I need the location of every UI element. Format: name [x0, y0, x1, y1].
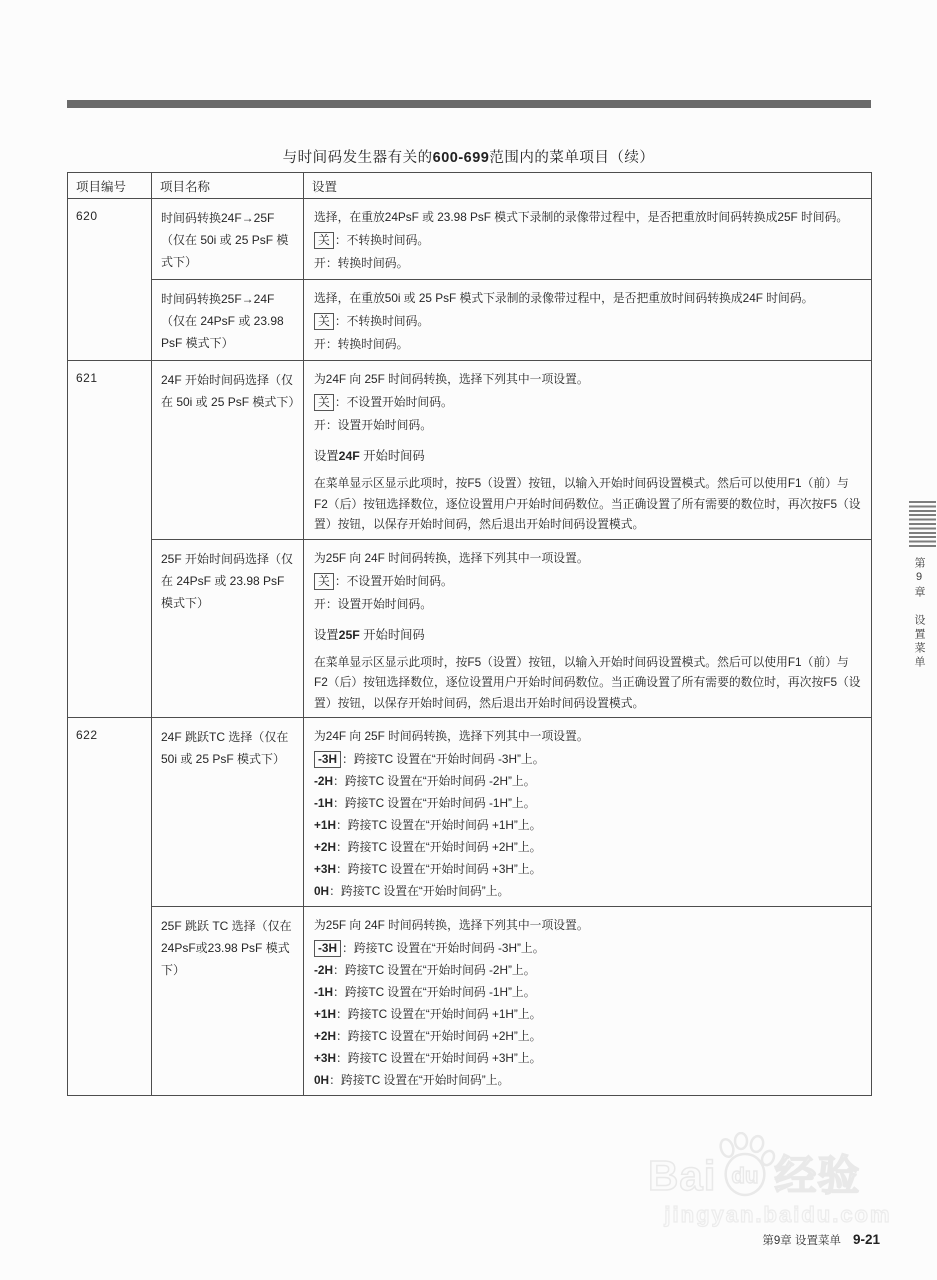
page-footer	[762, 1231, 880, 1249]
item-number-cell: 621	[68, 361, 152, 718]
item-number-cell: 620	[68, 199, 152, 361]
section-divider-bar	[67, 100, 871, 108]
settings-intro: 选择，在重放24PsF 或 23.98 PsF 模式下录制的录像带过程中，是否把重放时间码转换成25F 时间码。	[314, 210, 849, 224]
settings-intro: 为25F 向 24F 时间码转换，选择下列其中一项设置。	[314, 550, 589, 565]
option-text: ：跨接TC 设置在“开始时间码 -3H”上。	[342, 941, 545, 955]
title-suffix: 范围内的菜单项目（续）	[489, 150, 655, 166]
item-settings-cell	[304, 361, 872, 540]
paw-icon	[714, 1132, 776, 1203]
title-prefix: 与时间码发生器有关的	[282, 150, 433, 166]
item-settings-cell	[304, 280, 872, 361]
option-label: +2H	[314, 1029, 336, 1043]
option-default-box: -3H	[314, 751, 341, 768]
option-label: 开	[314, 418, 326, 432]
subheading-pre: 设置	[314, 449, 339, 463]
settings-subheading	[314, 625, 862, 645]
option-text: ：不设置开始时间码。	[334, 395, 453, 409]
option-text: ：转换时间码。	[325, 256, 409, 270]
option-text: ：转换时间码。	[325, 337, 409, 351]
column-header-item-name: 项目名称	[152, 173, 304, 199]
option-line	[314, 570, 862, 593]
option-label: 开	[314, 596, 326, 611]
option-text: ：不设置开始时间码。	[334, 573, 453, 588]
option-text: ：设置开始时间码。	[325, 596, 432, 611]
option-text: ：跨接TC 设置在“开始时间码 -1H”上。	[333, 796, 536, 810]
option-line	[314, 880, 862, 902]
column-header-item-number: 项目编号	[68, 173, 152, 199]
header-row	[68, 173, 872, 199]
subheading-post: 开始时间码	[359, 627, 425, 642]
option-text: ：不转换时间码。	[334, 314, 430, 328]
table-row	[68, 361, 872, 540]
option-line	[314, 959, 862, 981]
option-default-box: -3H	[314, 940, 341, 957]
option-line	[314, 414, 862, 437]
option-label: +3H	[314, 1051, 336, 1065]
option-label: 开	[314, 337, 326, 351]
option-text: ：跨接TC 设置在“开始时间码 +1H”上。	[335, 818, 542, 832]
settings-paragraph: 在菜单显示区显示此项时，按F5（设置）按钮，以输入开始时间码设置模式。然后可以使用F1（前）与F2（后）按钮选择数位，逐位设置用户开始时间码数位。当正确设置了所有需要的数位时，再次按F5（设置）按钮，以保存开始时间码，然后退出开始时间码设置模式。	[314, 654, 861, 710]
option-label: -1H	[314, 985, 334, 999]
baidu-logo-suffix: 经验	[774, 1152, 861, 1199]
chapter-tab-label: 第9章 设置菜单	[913, 557, 925, 670]
option-text: ：设置开始时间码。	[325, 418, 432, 432]
option-line	[314, 748, 862, 770]
option-label: +3H	[314, 862, 336, 876]
table-row	[68, 539, 872, 718]
table-row	[68, 280, 872, 361]
paw-du-text: du	[731, 1162, 759, 1188]
option-line	[314, 593, 862, 616]
item-number-cell: 622	[68, 718, 152, 1096]
item-name-cell: 时间码转换25F→24F（仅在 24PsF 或 23.98 PsF 模式下）	[152, 280, 304, 361]
option-text: ：跨接TC 设置在“开始时间码 -2H”上。	[333, 963, 536, 977]
option-text: ：跨接TC 设置在“开始时间码”上。	[329, 884, 510, 898]
option-text: ：跨接TC 设置在“开始时间码 -1H”上。	[333, 985, 536, 999]
option-text: ：不转换时间码。	[334, 233, 430, 247]
table-title	[0, 146, 937, 167]
table-row	[68, 199, 872, 280]
option-default-box: 关	[314, 232, 334, 249]
settings-intro: 为24F 向 25F 时间码转换，选择下列其中一项设置。	[314, 372, 589, 386]
option-label: 开	[314, 256, 326, 270]
option-line	[314, 310, 862, 333]
option-label: -2H	[314, 774, 334, 788]
menu-items-table	[67, 172, 872, 1096]
item-settings-cell	[304, 718, 872, 907]
option-default-box: 关	[314, 573, 334, 590]
item-name-cell: 24F 跳跃TC 选择（仅在 50i 或 25 PsF 模式下）	[152, 718, 304, 907]
footer-chapter-label: 第9章 设置菜单	[762, 1235, 841, 1247]
option-line	[314, 937, 862, 959]
watermark-url: jingyan.baidu.com	[664, 1202, 892, 1227]
settings-subheading	[314, 446, 862, 466]
item-settings-cell	[304, 907, 872, 1096]
option-label: +2H	[314, 840, 336, 854]
option-text: ：跨接TC 设置在“开始时间码 +3H”上。	[335, 862, 542, 876]
option-default-box: 关	[314, 313, 334, 330]
baidu-logo-text: Bai	[648, 1152, 717, 1199]
baidu-logo	[648, 1146, 908, 1206]
item-name-cell: 时间码转换24F→25F（仅在 50i 或 25 PsF 模式下）	[152, 199, 304, 280]
subheading-post: 开始时间码	[359, 449, 425, 463]
option-text: ：跨接TC 设置在“开始时间码 -3H”上。	[342, 752, 545, 766]
option-text: ：跨接TC 设置在“开始时间码 -2H”上。	[333, 774, 536, 788]
option-label: 0H	[314, 1073, 330, 1087]
option-line	[314, 1047, 862, 1069]
option-line	[314, 252, 862, 275]
index-stripes-icon	[909, 501, 936, 547]
item-name-cell: 25F 跳跃 TC 选择（仅在 24PsF或23.98 PsF 模式下）	[152, 907, 304, 1096]
settings-intro: 为25F 向 24F 时间码转换，选择下列其中一项设置。	[314, 918, 589, 932]
option-text: ：跨接TC 设置在“开始时间码 +1H”上。	[335, 1007, 542, 1021]
option-line	[314, 333, 862, 356]
option-text: ：跨接TC 设置在“开始时间码 +2H”上。	[335, 1029, 542, 1043]
option-text: ：跨接TC 设置在“开始时间码 +2H”上。	[335, 840, 542, 854]
item-name-cell: 24F 开始时间码选择（仅在 50i 或 25 PsF 模式下）	[152, 361, 304, 540]
option-label: 0H	[314, 884, 330, 898]
option-line	[314, 1003, 862, 1025]
option-line	[314, 229, 862, 252]
table-row	[68, 907, 872, 1096]
option-line	[314, 858, 862, 880]
settings-paragraph: 在菜单显示区显示此项时，按F5（设置）按钮，以输入开始时间码设置模式。然后可以使用F1（前）与F2（后）按钮选择数位，逐位设置用户开始时间码数位。当正确设置了所有需要的数位时，再次按F5（设置）按钮，以保存开始时间码，然后退出开始时间码设置模式。	[314, 476, 861, 531]
settings-intro: 为24F 向 25F 时间码转换，选择下列其中一项设置。	[314, 729, 589, 743]
option-line	[314, 770, 862, 792]
option-label: +1H	[314, 1007, 336, 1021]
option-text: ：跨接TC 设置在“开始时间码”上。	[329, 1073, 510, 1087]
table-row	[68, 718, 872, 907]
option-line	[314, 1025, 862, 1047]
subheading-num: 24F	[338, 449, 360, 463]
option-line	[314, 814, 862, 836]
option-label: +1H	[314, 818, 336, 832]
item-settings-cell	[304, 539, 872, 718]
settings-intro: 选择，在重放50i 或 25 PsF 模式下录制的录像带过程中，是否把重放时间码转换成24F 时间码。	[314, 291, 814, 305]
option-line	[314, 391, 862, 414]
title-range: 600-699	[432, 150, 490, 166]
option-text: ：跨接TC 设置在“开始时间码 +3H”上。	[335, 1051, 542, 1065]
item-settings-cell	[304, 199, 872, 280]
subheading-pre: 设置	[314, 627, 339, 642]
baidu-watermark	[648, 1146, 908, 1228]
option-line	[314, 836, 862, 858]
option-label: -2H	[314, 963, 334, 977]
item-name-cell: 25F 开始时间码选择（仅在 24PsF 或 23.98 PsF 模式下）	[152, 539, 304, 718]
option-line	[314, 981, 862, 1003]
footer-page-number: 9-21	[852, 1232, 880, 1247]
column-header-settings: 设置	[304, 173, 872, 199]
option-label: -1H	[314, 796, 334, 810]
option-default-box: 关	[314, 394, 334, 411]
option-line	[314, 1069, 862, 1091]
subheading-num: 25F	[338, 627, 360, 642]
option-line	[314, 792, 862, 814]
